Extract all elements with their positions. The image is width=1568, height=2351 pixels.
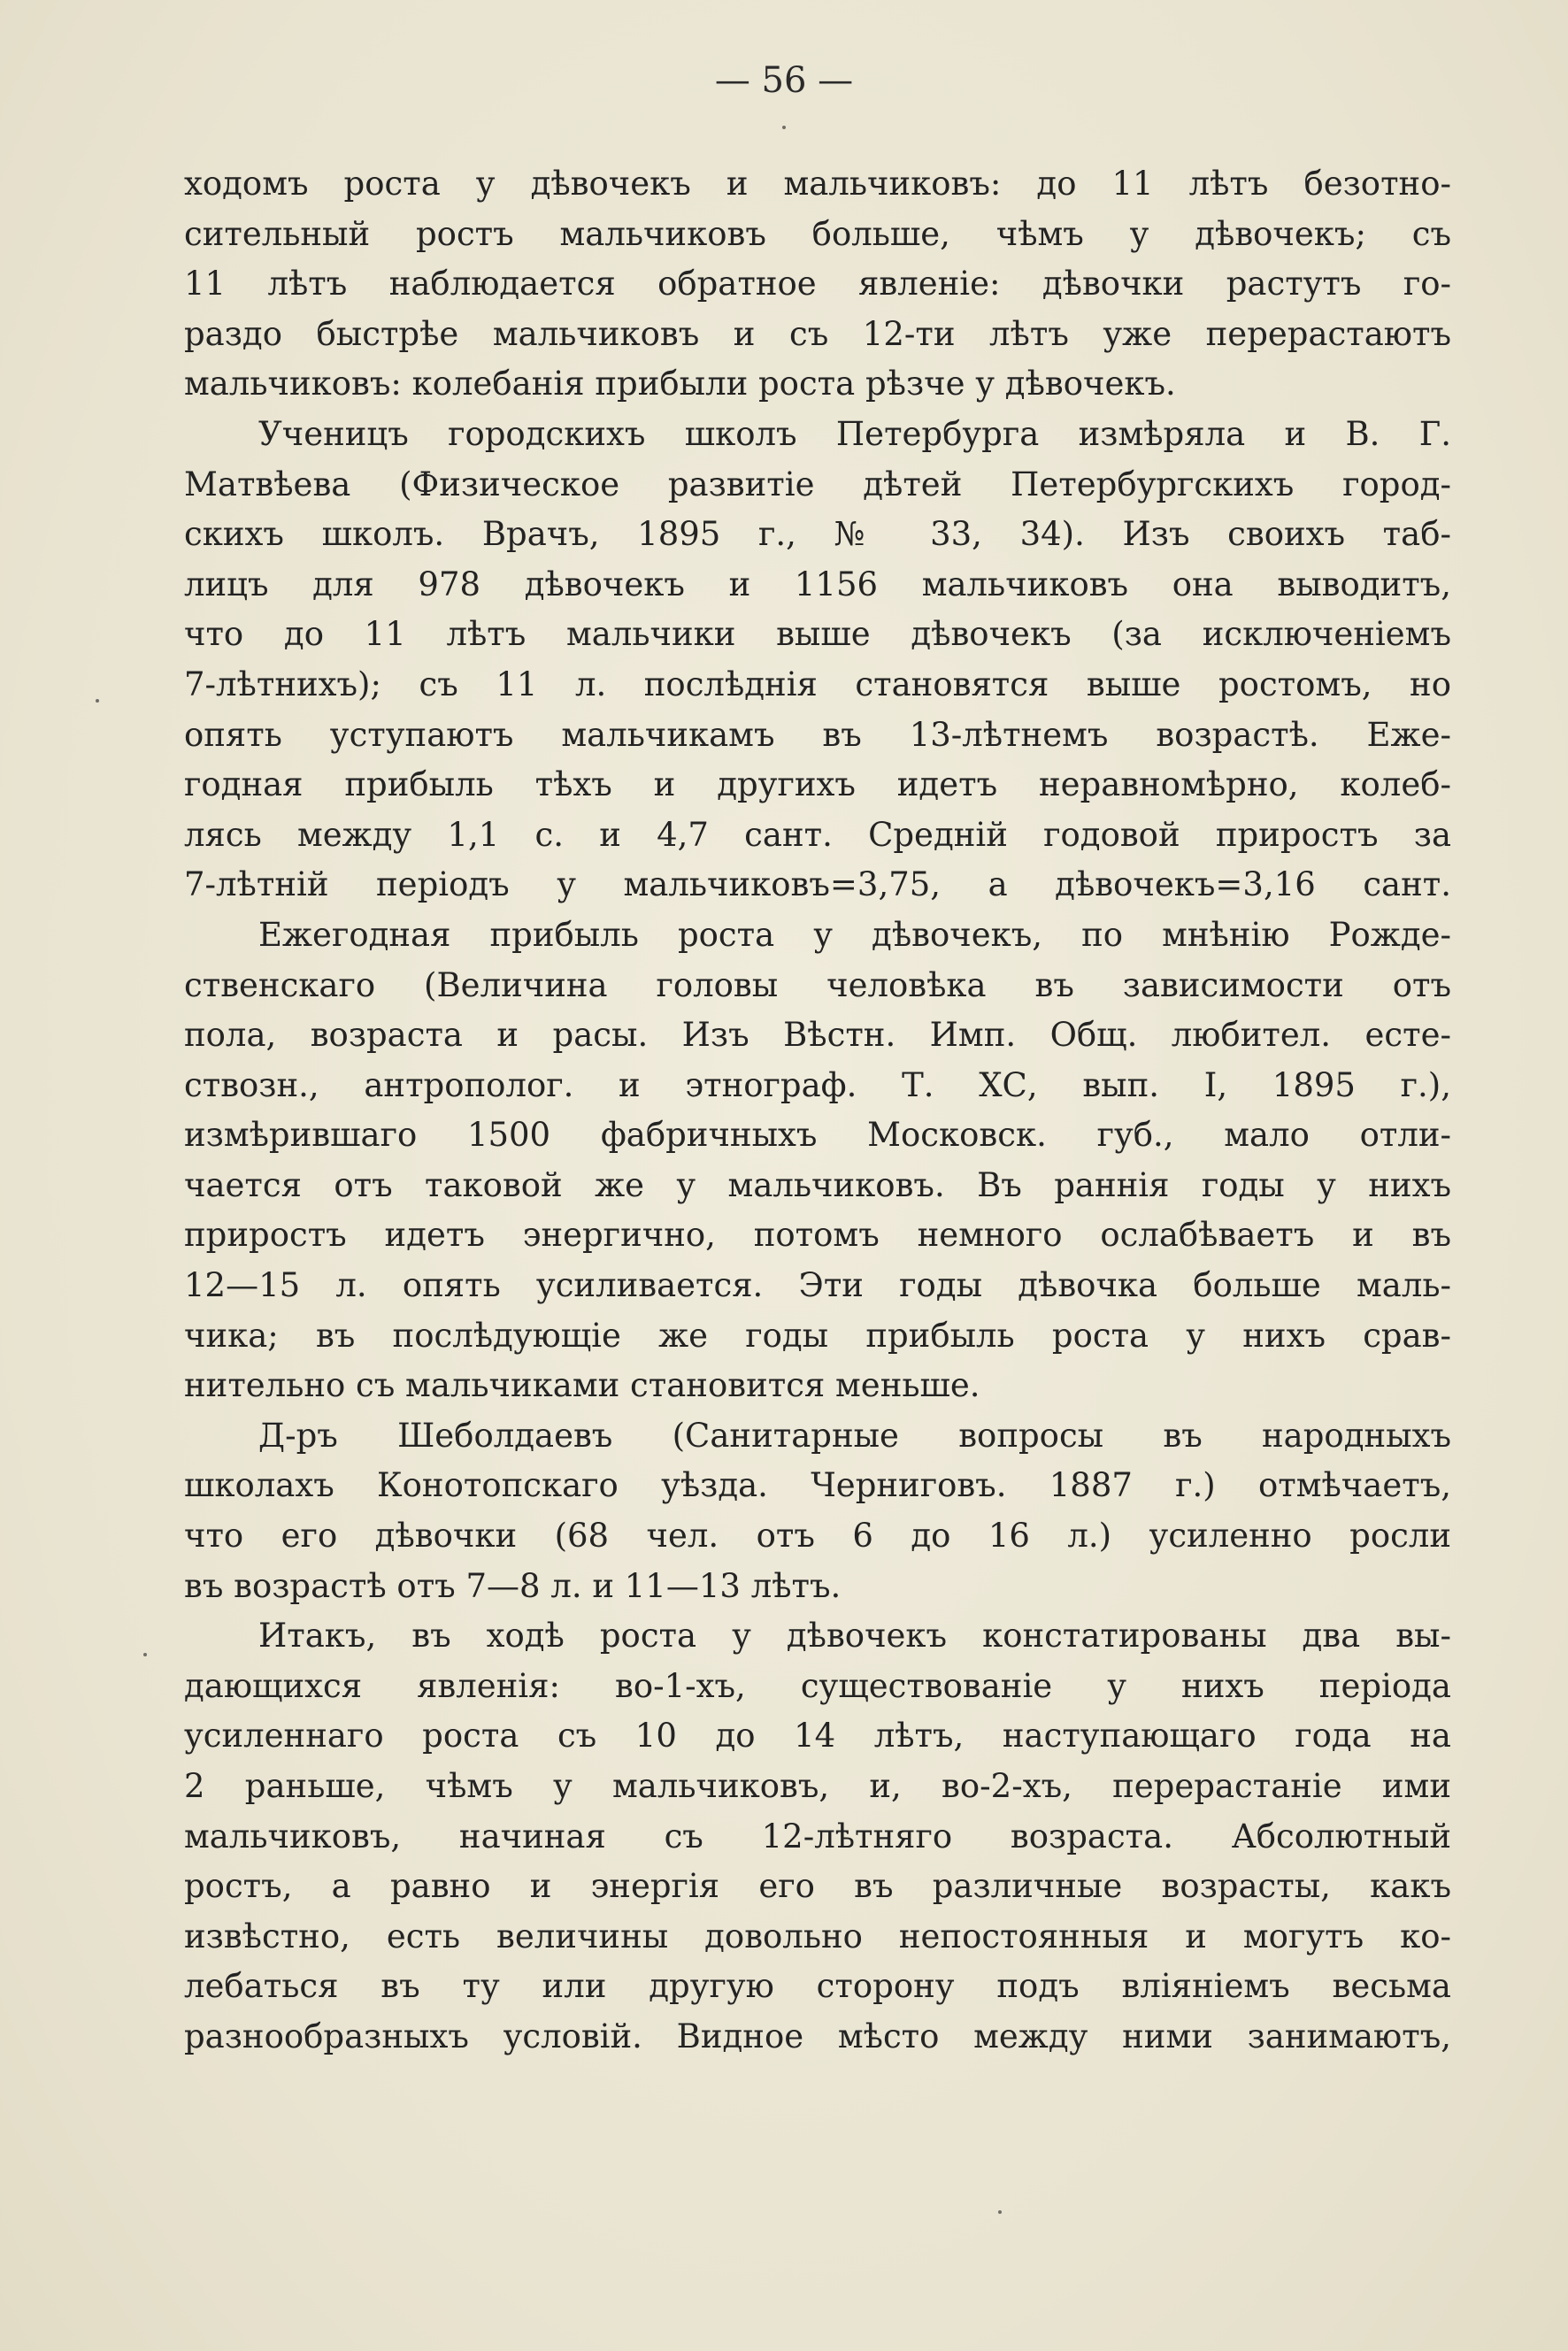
ink-speck: [782, 126, 786, 129]
paragraph-5: [184, 1611, 1451, 2062]
text-line: Д-ръ Шеболдаевъ (Санитарные вопросы въ народныхъ: [258, 1416, 1451, 1455]
text-line: приростъ идетъ энергично, потомъ немного ослабѣваетъ и въ: [184, 1216, 1451, 1255]
text-line: дающихся явленія: во-1-хъ, существованіе у нихъ періода: [184, 1666, 1451, 1705]
text-line: Ученицъ городскихъ школъ Петербурга измѣряла и В. Г.: [258, 414, 1451, 453]
text-line: чика; въ послѣдующіе же годы прибыль роста у нихъ срав-: [184, 1316, 1451, 1355]
text-line: сительный ростъ мальчиковъ больше, чѣмъ у дѣвочекъ; съ: [184, 214, 1451, 253]
text-line: годная прибыль тѣхъ и другихъ идетъ неравномѣрно, колеб-: [184, 765, 1451, 804]
text-line: усиленнаго роста съ 10 до 14 лѣтъ, наступающаго года на: [184, 1717, 1451, 1756]
text-line: Матвѣева (Физическое развитіе дѣтей Петербургскихъ город-: [184, 465, 1451, 503]
text-line: 12—15 л. опять усиливается. Эти годы дѣвочка больше маль-: [184, 1266, 1451, 1305]
text-line: ствозн., антрополог. и этнограф. Т. ХС, вып. I, 1895 г.),: [184, 1065, 1451, 1104]
text-line: въ возрастѣ отъ 7—8 л. и 11—13 лѣтъ.: [184, 1566, 842, 1605]
text-line: ходомъ роста у дѣвочекъ и мальчиковъ: до 11 лѣтъ безотно-: [184, 165, 1451, 203]
paragraph-1: [184, 159, 1451, 410]
text-line: лицъ для 978 дѣвочекъ и 1156 мальчиковъ она выводитъ,: [184, 565, 1451, 603]
text-line: Итакъ, въ ходѣ роста у дѣвочекъ констатированы два вы-: [258, 1617, 1451, 1656]
ink-speck: [143, 1653, 147, 1656]
text-line: 2 раньше, чѣмъ у мальчиковъ, и, во-2-хъ, перерастаніе ими: [184, 1767, 1451, 1805]
text-line: пола, возраста и расы. Изъ Вѣстн. Имп. Общ. любител. есте-: [184, 1016, 1451, 1055]
text-line: 7-лѣтній періодъ у мальчиковъ=3,75, а дѣвочекъ=3,16 сант.: [184, 865, 1451, 904]
text-line: школахъ Конотопскаго уѣзда. Черниговъ. 1887 г.) отмѣчаетъ,: [184, 1466, 1451, 1505]
text-line: опять уступаютъ мальчикамъ въ 13-лѣтнемъ возрастѣ. Еже-: [184, 715, 1451, 754]
text-line: мальчиковъ, начиная съ 12-лѣтняго возраста. Абсолютный: [184, 1817, 1451, 1855]
paragraph-2: [184, 410, 1451, 910]
text-line: лясь между 1,1 с. и 4,7 сант. Средній годовой приростъ за: [184, 815, 1451, 854]
text-line: что его дѣвочки (68 чел. отъ 6 до 16 л.) усиленно росли: [184, 1517, 1451, 1556]
text-line: мальчиковъ: колебанія прибыли роста рѣзче у дѣвочекъ.: [184, 365, 1176, 403]
text-line: 11 лѣтъ наблюдается обратное явленіе: дѣвочки растутъ го-: [184, 265, 1451, 303]
text-line: извѣстно, есть величины довольно непостоянныя и могутъ ко-: [184, 1917, 1451, 1955]
text-line: измѣрившаго 1500 фабричныхъ Московск. губ., мало отли-: [184, 1116, 1451, 1155]
text-line: ростъ, а равно и энергія его въ различные возрасты, какъ: [184, 1867, 1451, 1906]
text-line: раздо быстрѣе мальчиковъ и съ 12-ти лѣтъ уже перерастаютъ: [184, 314, 1451, 353]
text-line: чается отъ таковой же у мальчиковъ. Въ раннія годы у нихъ: [184, 1165, 1451, 1204]
paragraph-4: [184, 1411, 1451, 1611]
text-line: ственскаго (Величина головы человѣка въ зависимости отъ: [184, 965, 1451, 1004]
ink-speck: [998, 2210, 1002, 2214]
page-number: — 56 —: [714, 60, 854, 101]
text-line: Ежегодная прибыль роста у дѣвочекъ, по мнѣнію Рожде-: [258, 915, 1451, 954]
text-line: лебаться въ ту или другую сторону подъ вліяніемъ весьма: [184, 1967, 1451, 2006]
text-line: нительно съ мальчиками становится меньше.: [184, 1366, 980, 1405]
ink-speck: [96, 699, 99, 703]
text-line: скихъ школъ. Врачъ, 1895 г., № 33, 34). Изъ своихъ таб-: [184, 515, 1451, 554]
paragraph-3: [184, 910, 1451, 1411]
body-text: [184, 159, 1451, 2063]
text-line: 7-лѣтнихъ); съ 11 л. послѣднія становятся выше ростомъ, но: [184, 665, 1451, 703]
text-line: что до 11 лѣтъ мальчики выше дѣвочекъ (за исключеніемъ: [184, 615, 1451, 654]
text-line: разнообразныхъ условій. Видное мѣсто между ними занимаютъ,: [184, 2017, 1451, 2055]
